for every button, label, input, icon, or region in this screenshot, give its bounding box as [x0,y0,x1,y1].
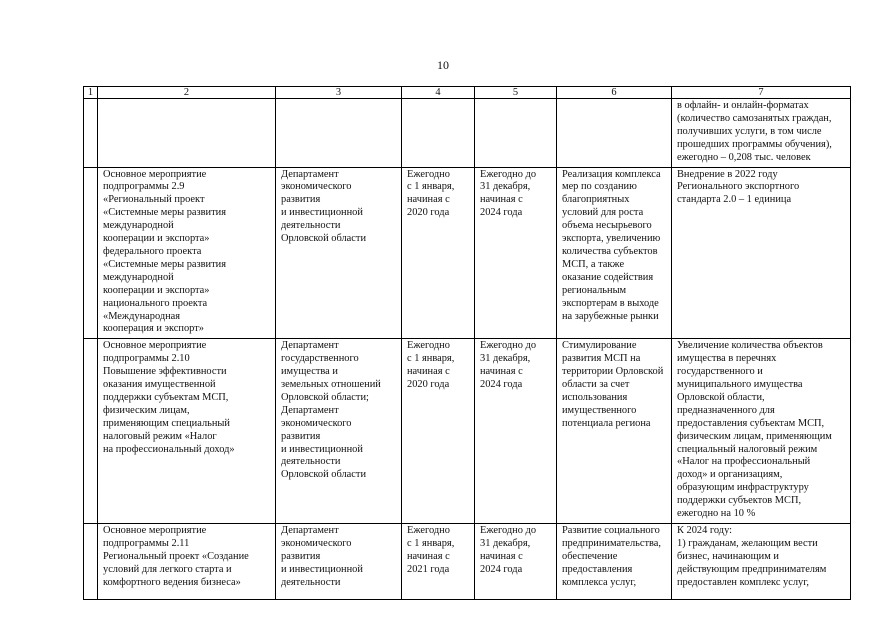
description-cell: Развитие социального предпринимательства, обеспечение предоставления комплекса услуг, [557,524,672,600]
column-header: 6 [557,87,672,99]
programme-table [83,86,851,600]
table-row [84,524,851,600]
result-cell: в офлайн- и онлайн-форматах (количество самозанятых граждан, получивших услуги, в том числе прошедших программы обучения), ежегодно – 0,208 тыс. человек [672,99,851,168]
start-date-cell: Ежегодно с 1 января, начиная с 2020 года [402,339,475,524]
end-date-cell: Ежегодно до 31 декабря, начиная с 2024 года [475,339,557,524]
row-number-cell [84,167,98,339]
activity-cell: Основное мероприятие подпрограммы 2.9 «Региональный проект «Системные меры развития международной кооперации и экспорта» федерального проекта «Системные меры развития международной кооперации и экспорта» национального проекта «Международная кооперация и экспорт» [98,167,276,339]
start-date-cell: Ежегодно с 1 января, начиная с 2021 года [402,524,475,600]
description-cell: Стимулирование развития МСП на территории Орловской области за счет использования имущественного потенциала региона [557,339,672,524]
column-header: 4 [402,87,475,99]
end-date-cell: Ежегодно до 31 декабря, начиная с 2024 года [475,524,557,600]
activity-cell: Основное мероприятие подпрограммы 2.11 Региональный проект «Создание условий для легкого старта и комфортного ведения бизнеса» [98,524,276,600]
executor-cell: Департамент государственного имущества и земельных отношений Орловской области; Департамент экономического развития и инвестиционной деятельности Орловской области [276,339,402,524]
page-number: 10 [437,58,449,72]
row-number-cell [84,99,98,168]
column-header: 3 [276,87,402,99]
result-cell: К 2024 году: 1) гражданам, желающим вести бизнес, начинающим и действующим предпринимателям предоставлен комплекс услуг, [672,524,851,600]
description-cell [557,99,672,168]
result-cell: Внедрение в 2022 году Регионального экспортного стандарта 2.0 – 1 единица [672,167,851,339]
end-date-cell: Ежегодно до 31 декабря, начиная с 2024 года [475,167,557,339]
table-header-row [84,87,851,99]
result-cell: Увеличение количества объектов имущества в перечнях государственного и муниципального имущества Орловской области, предназначенного для предоставления субъектам МСП, физическим лицам, применяющим специальный налоговый режим «Налог на профессиональный доход» и организациям, образующим инфраструктуру поддержки субъектов МСП, ежегодно на 10 % [672,339,851,524]
activity-cell: Основное мероприятие подпрограммы 2.10 Повышение эффективности оказания имущественной поддержки субъектам МСП, физическим лицам, применяющим специальный налоговый режим «Налог на профессиональный доход» [98,339,276,524]
description-cell: Реализация комплекса мер по созданию благоприятных условий для роста объема несырьевого экспорта, увеличению количества субъектов МСП, а также оказание содействия региональным экспортерам в выходе на зарубежные рынки [557,167,672,339]
executor-cell: Департамент экономического развития и инвестиционной деятельности Орловской области [276,167,402,339]
column-header: 7 [672,87,851,99]
start-date-cell: Ежегодно с 1 января, начиная с 2020 года [402,167,475,339]
row-number-cell [84,339,98,524]
table-row [84,99,851,168]
table-row [84,339,851,524]
executor-cell [276,99,402,168]
column-header: 5 [475,87,557,99]
end-date-cell [475,99,557,168]
row-number-cell [84,524,98,600]
activity-cell [98,99,276,168]
column-header: 2 [98,87,276,99]
start-date-cell [402,99,475,168]
executor-cell: Департамент экономического развития и инвестиционной деятельности [276,524,402,600]
column-header: 1 [84,87,98,99]
table-row [84,167,851,339]
